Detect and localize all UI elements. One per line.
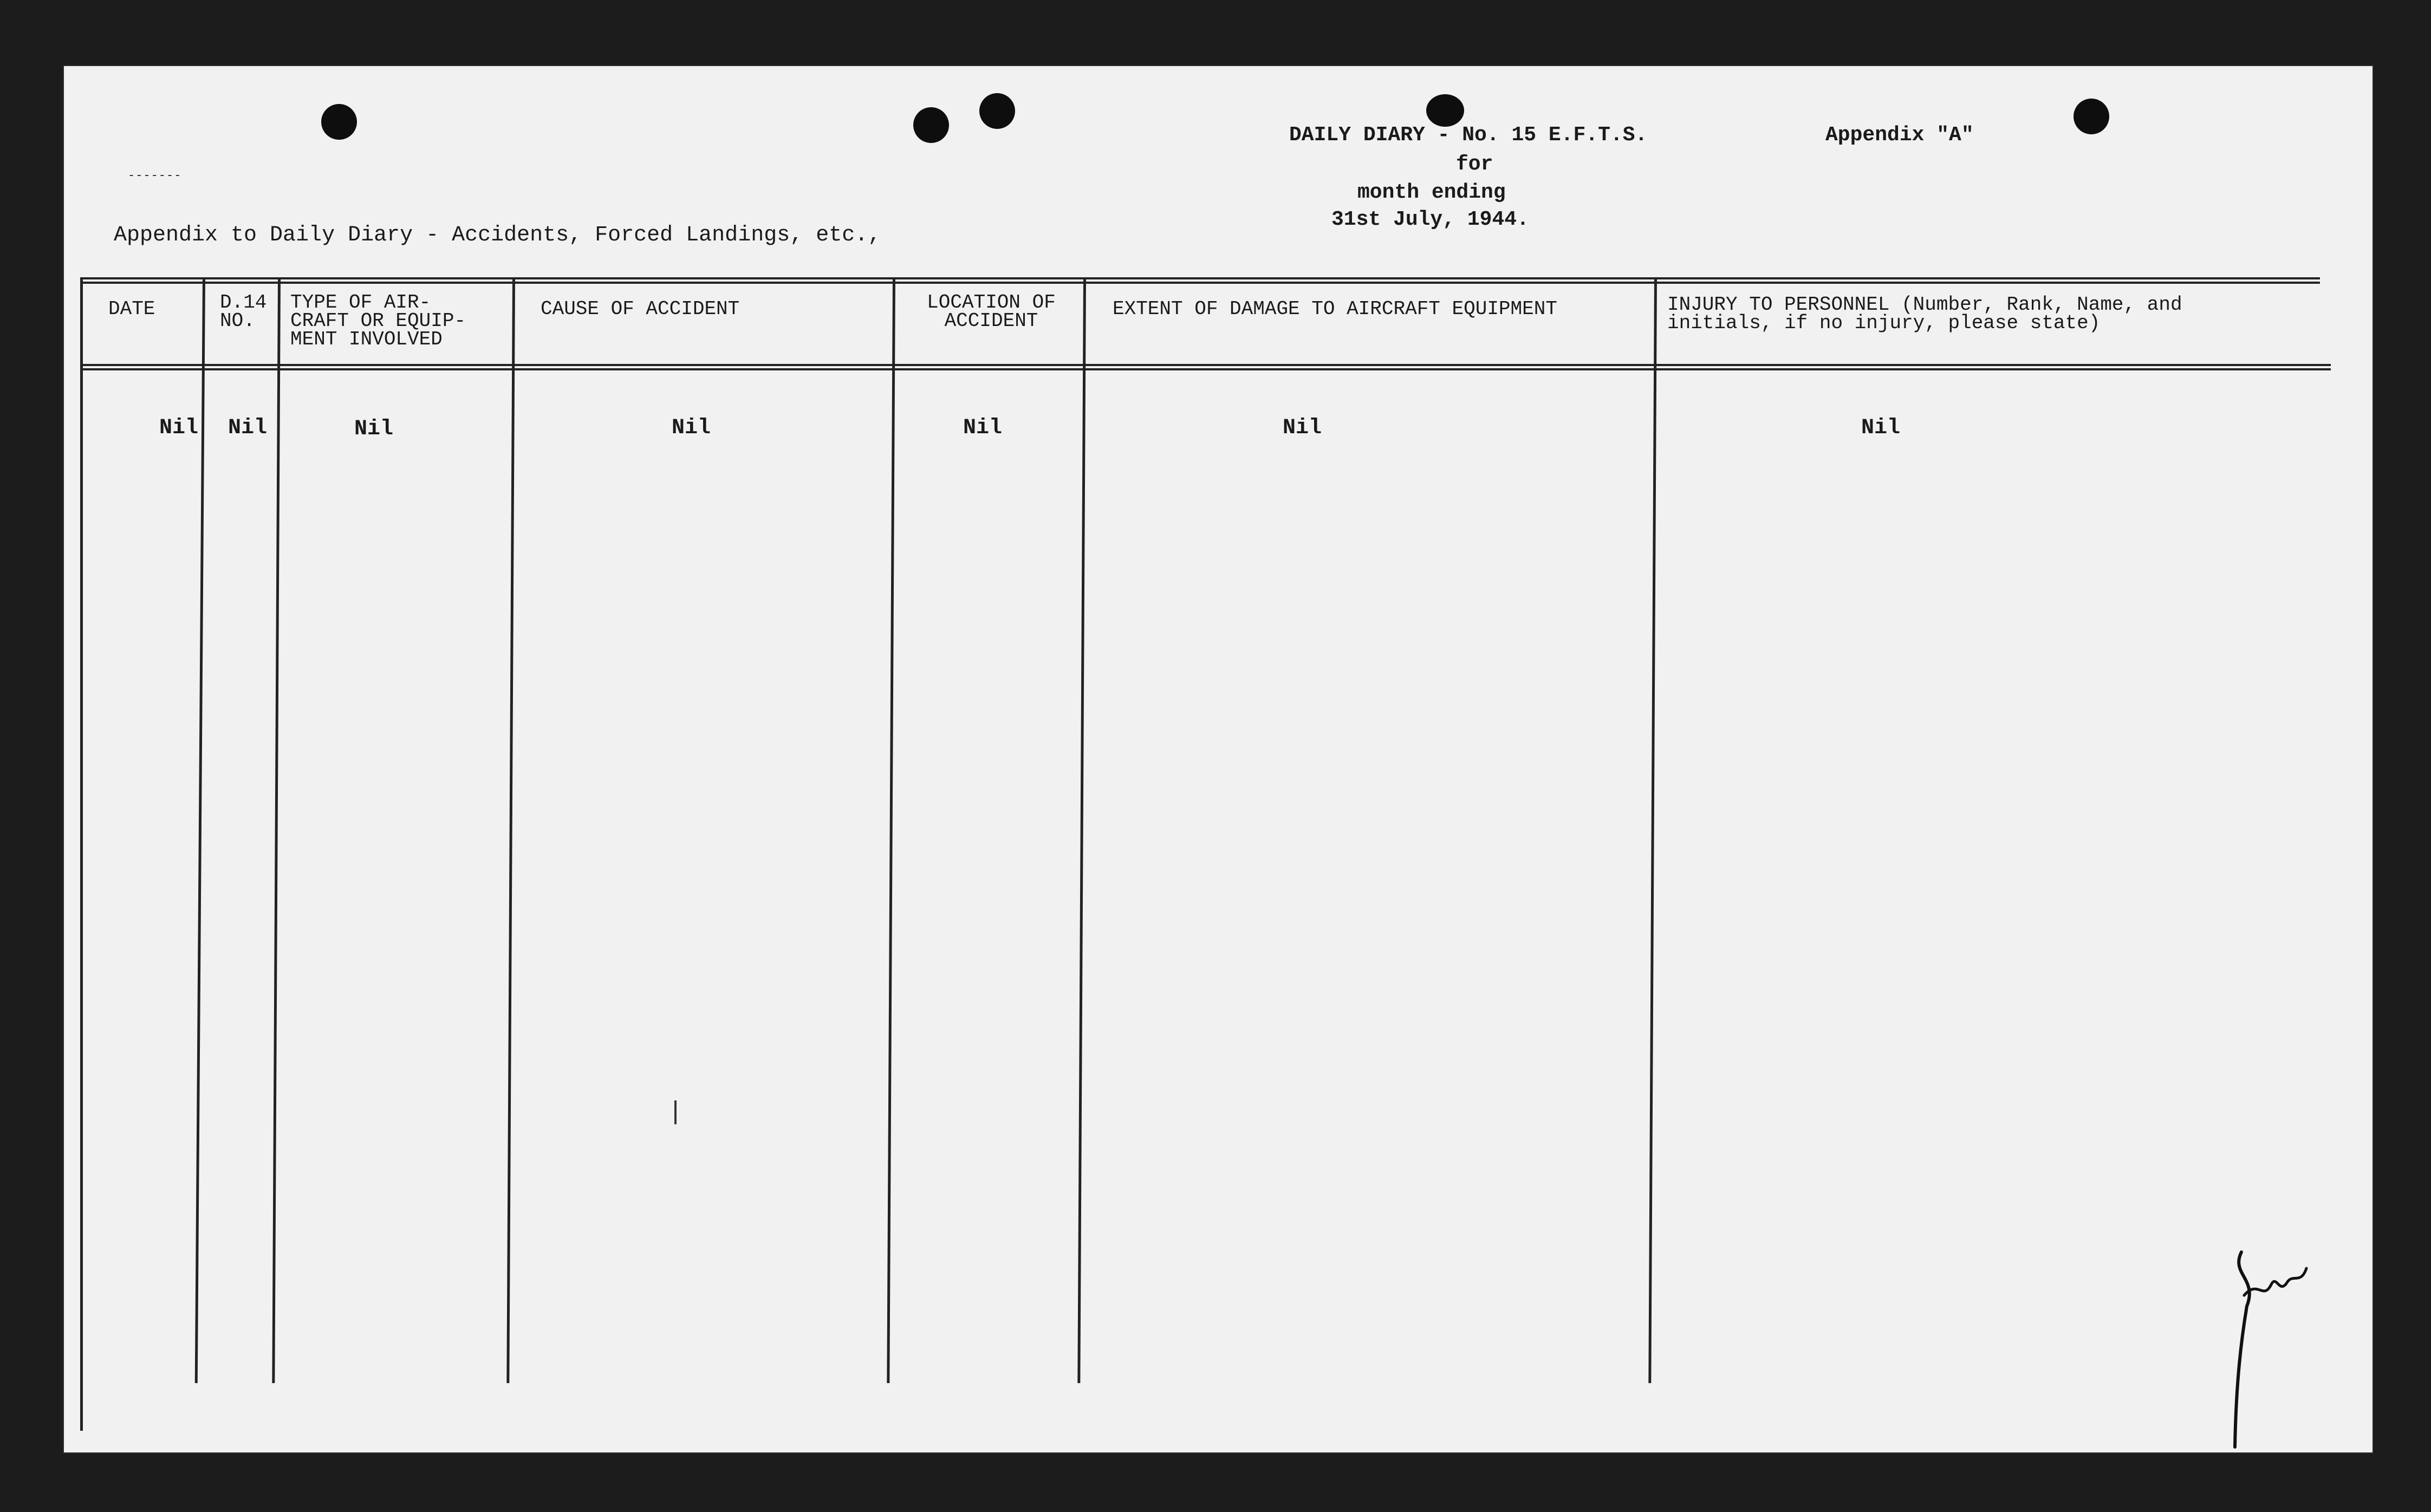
table-cell-location: Nil xyxy=(963,416,1003,440)
column-divider xyxy=(887,278,895,1383)
appendix-label: Appendix "A" xyxy=(1825,123,1974,147)
column-header-date: DATE xyxy=(108,298,155,320)
punch-hole xyxy=(321,104,357,140)
table-top-rule xyxy=(80,282,2320,284)
column-header-cause: CAUSE OF ACCIDENT xyxy=(541,298,740,320)
column-divider xyxy=(506,278,515,1383)
column-divider xyxy=(272,278,281,1383)
table-cell-type: Nil xyxy=(354,417,394,441)
handwritten-initials xyxy=(2225,1230,2312,1458)
column-divider xyxy=(80,277,83,1431)
diary-date: 31st July, 1944. xyxy=(1331,208,1529,231)
table-cell-date: Nil xyxy=(159,416,199,440)
column-divider xyxy=(195,278,205,1383)
dash-mark: ------- xyxy=(128,169,182,183)
punch-hole xyxy=(979,93,1015,129)
table-header-rule xyxy=(80,368,2331,370)
column-header-type: TYPE OF AIR- CRAFT OR EQUIP- MENT INVOLVED xyxy=(290,291,466,350)
punch-hole xyxy=(1426,94,1464,127)
ink-mark xyxy=(674,1100,677,1124)
diary-title: DAILY DIARY - No. 15 E.F.T.S. xyxy=(1289,123,1648,147)
table-cell-cause: Nil xyxy=(672,416,711,440)
column-divider xyxy=(1648,278,1657,1383)
table-cell-d14: Nil xyxy=(228,416,268,440)
diary-month-ending: month ending xyxy=(1357,181,1506,204)
column-header-injury: INJURY TO PERSONNEL (Number, Rank, Name, and initials, if no injury, please state) xyxy=(1667,294,2182,334)
appendix-subtitle: Appendix to Daily Diary - Accidents, Forced Landings, etc., xyxy=(114,223,881,247)
column-divider xyxy=(1077,278,1086,1383)
punch-hole xyxy=(2074,99,2109,134)
table-header-rule xyxy=(80,364,2331,366)
column-header-d14: D.14 NO. xyxy=(220,291,267,332)
table-top-rule xyxy=(80,277,2320,279)
column-header-damage: EXTENT OF DAMAGE TO AIRCRAFT EQUIPMENT xyxy=(1113,298,1557,320)
punch-hole xyxy=(913,107,949,143)
diary-sheet xyxy=(64,66,2372,1452)
table-cell-damage: Nil xyxy=(1283,416,1322,440)
table-cell-injury: Nil xyxy=(1861,416,1901,440)
diary-for: for xyxy=(1456,153,1493,176)
column-header-location: LOCATION OF ACCIDENT xyxy=(927,291,1056,332)
